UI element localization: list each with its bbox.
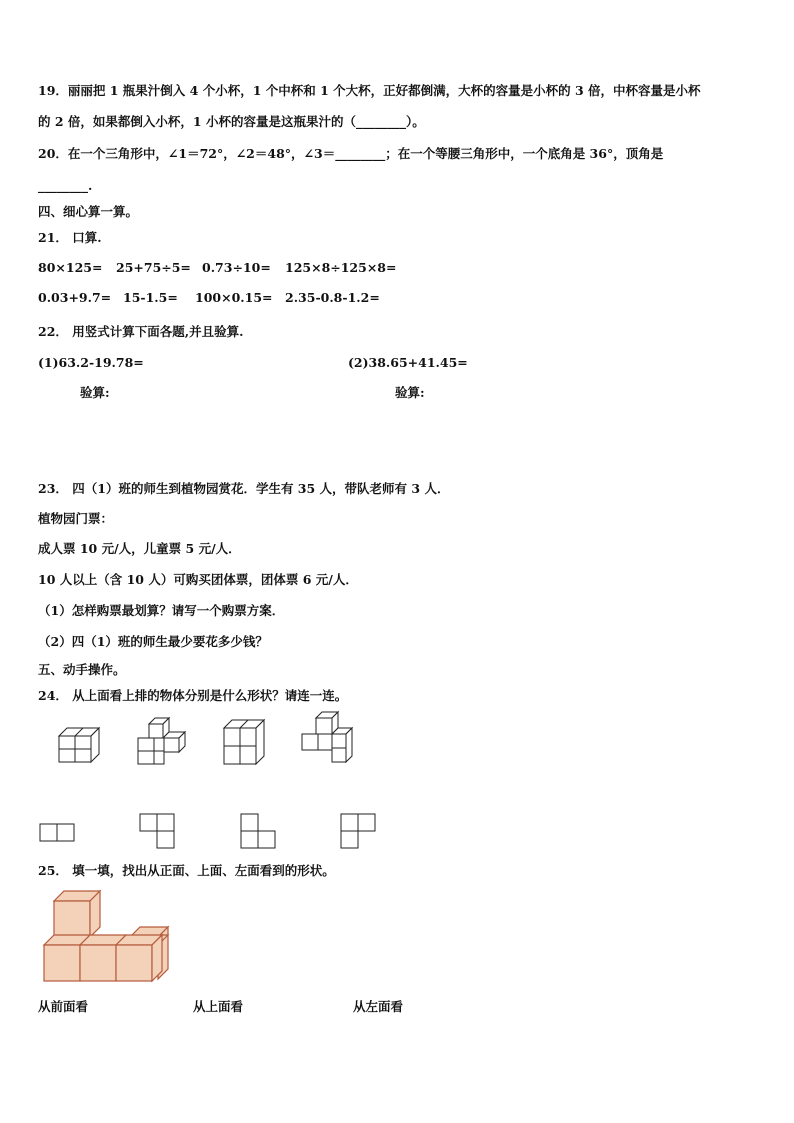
q21-r2c3: 100×0.15= xyxy=(195,290,273,305)
q25-title: 25． 填一填，找出从正面、上面、左面看到的形状。 xyxy=(38,863,335,878)
q24-title: 24． 从上面看上排的物体分别是什么形状？请连一连。 xyxy=(38,688,348,703)
q21-r1c3: 0.73÷10= xyxy=(202,260,271,275)
q21-r1c1: 80×125= xyxy=(38,260,103,275)
q25-view-top-label: 从上面看 xyxy=(193,999,244,1014)
q24-solid-2 xyxy=(135,716,190,768)
q23-line-2: 成人票 10 元/人，儿童票 5 元/人． xyxy=(38,541,241,556)
q19-line1: 19．丽丽把 1 瓶果汁倒入 4 个小杯，1 个中杯和 1 个大杯，正好都倒满，大杯的容量是小杯的 3 倍，中杯容量是小杯 xyxy=(38,83,701,98)
q21-r1c2: 25+75÷5= xyxy=(116,260,191,275)
q23-line-3: 10 人以上（含 10 人）可购买团体票，团体票 6 元/人． xyxy=(38,572,358,587)
q25-view-front-label: 从前面看 xyxy=(38,999,89,1014)
q23-title: 23． 四（1）班的师生到植物园赏花．学生有 35 人，带队老师有 3 人． xyxy=(38,481,450,496)
q24-solid-3 xyxy=(220,718,270,766)
q23-sub-2: （2）四（1）班的师生最少要花多少钱？ xyxy=(38,634,268,649)
q21-r1c4: 125×8÷125×8= xyxy=(285,260,397,275)
q23-line-1: 植物园门票： xyxy=(38,511,114,526)
q23-sub-1: （1）怎样购票最划算？请写一个购票方案． xyxy=(38,603,285,618)
q22-title: 22． 用竖式计算下面各题,并且验算. xyxy=(38,324,244,339)
q20-line2: ________. xyxy=(38,178,93,193)
q24-solid-4 xyxy=(298,710,356,766)
q22-problem-1: (1)63.2-19.78= xyxy=(38,355,144,370)
q22-check-1: 验算: xyxy=(80,385,110,400)
q20-line1: 20．在一个三角形中，∠1＝72°，∠2＝48°，∠3＝________；在一个等腰三角形中，一个底角是 36°，顶角是 xyxy=(38,146,664,161)
q25-view-left-label: 从左面看 xyxy=(353,999,404,1014)
q21-r2c1: 0.03+9.7= xyxy=(38,290,112,305)
q22-problem-2: (2)38.65+41.45= xyxy=(348,355,468,370)
q24-view-b xyxy=(139,812,179,850)
q24-view-a xyxy=(39,822,79,844)
q24-view-c xyxy=(240,812,280,850)
section-5-heading: 五、动手操作。 xyxy=(38,662,126,677)
q21-r2c4: 2.35-0.8-1.2= xyxy=(285,290,380,305)
q22-check-2: 验算: xyxy=(395,385,425,400)
q21-r2c2: 15-1.5= xyxy=(123,290,178,305)
q19-line2: 的 2 倍，如果都倒入小杯，1 小杯的容量是这瓶果汁的（________）。 xyxy=(38,114,425,129)
q24-view-d xyxy=(340,812,380,850)
section-4-heading: 四、细心算一算。 xyxy=(38,204,139,219)
q24-solid-1 xyxy=(55,722,105,766)
q21-title: 21． 口算. xyxy=(38,230,102,245)
q25-cube-stack xyxy=(40,889,175,985)
